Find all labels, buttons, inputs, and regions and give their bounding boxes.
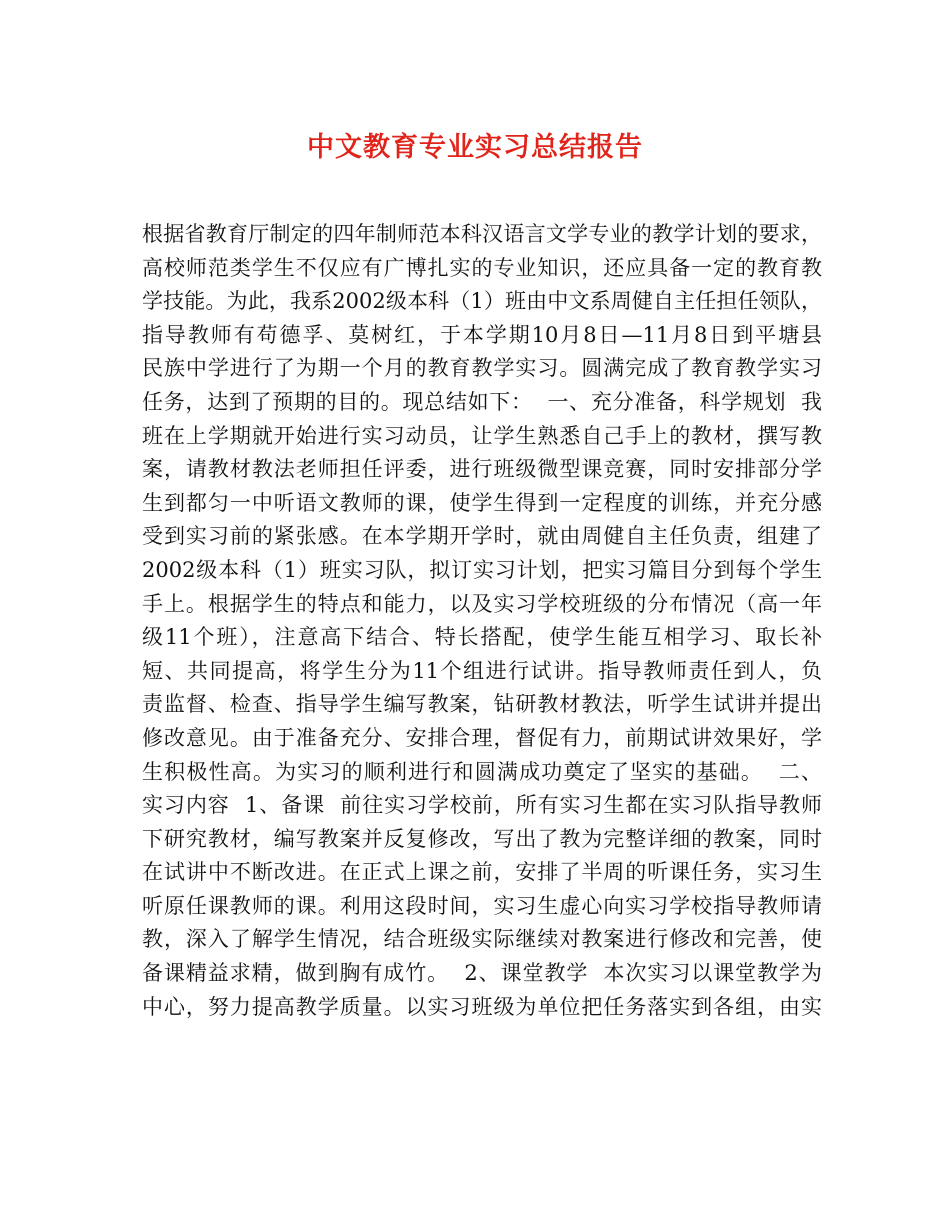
document-body (142, 218, 822, 1024)
body-line: 指导教师有苟德孚、莫树红，于本学期10月8日—11月8日到平塘县 (142, 322, 822, 347)
body-line: 2002级本科（1）班实习队，拟订实习计划，把实习篇目分到每个学生 (142, 557, 822, 582)
body-line: 生到都匀一中听语文教师的课，使学生得到一定程度的训练，并充分感 (142, 490, 822, 515)
body-line: 受到实习前的紧张感。在本学期开学时，就由周健自主任负责，组建了 (142, 524, 822, 549)
body-line: 短、共同提高，将学生分为11个组进行试讲。指导教师责任到人，负 (142, 658, 822, 683)
body-line: 在试讲中不断改进。在正式上课之前，安排了半周的听课任务，实习生 (142, 860, 822, 885)
body-line: 班在上学期就开始进行实习动员，让学生熟悉自己手上的教材，撰写教 (142, 423, 822, 448)
body-line: 实习内容 1、备课 前往实习学校前，所有实习生都在实习队指导教师 (142, 793, 822, 818)
body-line: 高校师范类学生不仅应有广博扎实的专业知识，还应具备一定的教育教 (142, 255, 822, 280)
body-line: 听原任课教师的课。利用这段时间，实习生虚心向实习学校指导教师请 (142, 893, 822, 918)
body-line: 备课精益求精，做到胸有成竹。 2、课堂教学 本次实习以课堂教学为 (142, 961, 822, 986)
body-line: 中心，努力提高教学质量。以实习班级为单位把任务落实到各组，由实 (142, 994, 822, 1019)
document-title: 中文教育专业实习总结报告 (307, 132, 643, 163)
body-line: 任务，达到了预期的目的。现总结如下： 一、充分准备，科学规划 我 (142, 389, 822, 414)
body-line: 生积极性高。为实习的顺利进行和圆满成功奠定了坚实的基础。 二、 (142, 759, 822, 784)
body-line: 学技能。为此，我系2002级本科（1）班由中文系周健自主任担任领队， (142, 289, 822, 314)
body-line: 修改意见。由于准备充分、安排合理，督促有力，前期试讲效果好，学 (142, 725, 822, 750)
body-line: 下研究教材，编写教案并反复修改，写出了教为完整详细的教案，同时 (142, 826, 822, 851)
body-line: 案，请教材教法老师担任评委，进行班级微型课竞赛，同时安排部分学 (142, 457, 822, 482)
body-line: 责监督、检查、指导学生编写教案，钻研教材教法，听学生试讲并提出 (142, 692, 822, 717)
body-line: 级11个班），注意高下结合、特长搭配，使学生能互相学习、取长补 (142, 625, 822, 650)
body-line: 民族中学进行了为期一个月的教育教学实习。圆满完成了教育教学实习 (142, 356, 822, 381)
body-line: 手上。根据学生的特点和能力，以及实习学校班级的分布情况（高一年 (142, 591, 822, 616)
body-line: 教，深入了解学生情况，结合班级实际继续对教案进行修改和完善，使 (142, 927, 822, 952)
body-line: 根据省教育厅制定的四年制师范本科汉语言文学专业的教学计划的要求， (142, 222, 822, 246)
